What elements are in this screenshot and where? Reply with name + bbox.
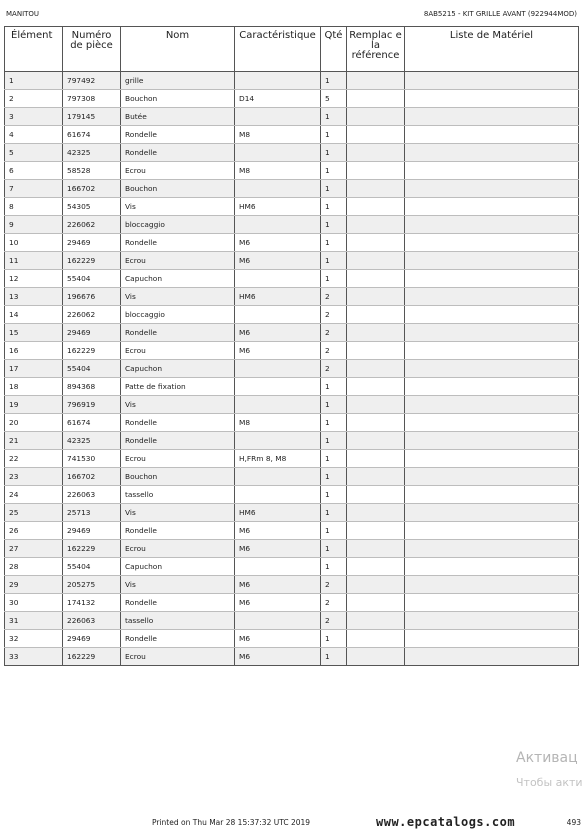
cell-replaces-reference bbox=[347, 630, 405, 648]
table-row bbox=[5, 558, 579, 576]
cell-characteristic bbox=[235, 612, 321, 630]
table-row bbox=[5, 288, 579, 306]
cell-bill-of-materials bbox=[405, 504, 579, 522]
table-row bbox=[5, 306, 579, 324]
column-header-characteristic: Caractéristique bbox=[235, 27, 321, 72]
table-row bbox=[5, 468, 579, 486]
cell-part-number: 55404 bbox=[63, 558, 121, 576]
cell-characteristic: HM6 bbox=[235, 504, 321, 522]
cell-characteristic bbox=[235, 144, 321, 162]
cell-bill-of-materials bbox=[405, 378, 579, 396]
cell-part-number: 25713 bbox=[63, 504, 121, 522]
cell-bill-of-materials bbox=[405, 306, 579, 324]
cell-characteristic bbox=[235, 558, 321, 576]
column-header-part-number: Numéro de pièce bbox=[63, 27, 121, 72]
cell-quantity: 2 bbox=[321, 612, 347, 630]
cell-bill-of-materials bbox=[405, 216, 579, 234]
cell-replaces-reference bbox=[347, 468, 405, 486]
parts-table bbox=[4, 26, 579, 666]
cell-name: Bouchon bbox=[121, 180, 235, 198]
cell-name: Capuchon bbox=[121, 558, 235, 576]
table-row bbox=[5, 648, 579, 666]
cell-name: tassello bbox=[121, 612, 235, 630]
cell-element: 21 bbox=[5, 432, 63, 450]
table-row bbox=[5, 432, 579, 450]
cell-replaces-reference bbox=[347, 306, 405, 324]
table-row bbox=[5, 126, 579, 144]
activation-watermark-subtitle: Чтобы акти bbox=[516, 776, 583, 789]
table-row bbox=[5, 522, 579, 540]
cell-bill-of-materials bbox=[405, 522, 579, 540]
cell-replaces-reference bbox=[347, 360, 405, 378]
cell-element: 7 bbox=[5, 180, 63, 198]
cell-quantity: 1 bbox=[321, 396, 347, 414]
cell-part-number: 797492 bbox=[63, 72, 121, 90]
cell-characteristic: M6 bbox=[235, 576, 321, 594]
cell-replaces-reference bbox=[347, 396, 405, 414]
cell-bill-of-materials bbox=[405, 342, 579, 360]
cell-replaces-reference bbox=[347, 540, 405, 558]
cell-characteristic bbox=[235, 468, 321, 486]
cell-bill-of-materials bbox=[405, 180, 579, 198]
cell-element: 5 bbox=[5, 144, 63, 162]
cell-characteristic: M6 bbox=[235, 648, 321, 666]
cell-quantity: 2 bbox=[321, 360, 347, 378]
cell-quantity: 2 bbox=[321, 342, 347, 360]
cell-name: Rondelle bbox=[121, 594, 235, 612]
cell-replaces-reference bbox=[347, 612, 405, 630]
cell-characteristic bbox=[235, 396, 321, 414]
table-row bbox=[5, 540, 579, 558]
table-row bbox=[5, 180, 579, 198]
cell-name: Rondelle bbox=[121, 126, 235, 144]
table-row bbox=[5, 252, 579, 270]
cell-quantity: 2 bbox=[321, 288, 347, 306]
cell-part-number: 226062 bbox=[63, 306, 121, 324]
cell-part-number: 29469 bbox=[63, 522, 121, 540]
cell-element: 27 bbox=[5, 540, 63, 558]
cell-characteristic: M6 bbox=[235, 234, 321, 252]
cell-element: 24 bbox=[5, 486, 63, 504]
table-row bbox=[5, 450, 579, 468]
cell-bill-of-materials bbox=[405, 558, 579, 576]
table-row bbox=[5, 594, 579, 612]
cell-name: Ecrou bbox=[121, 252, 235, 270]
cell-part-number: 61674 bbox=[63, 414, 121, 432]
table-row bbox=[5, 198, 579, 216]
cell-quantity: 5 bbox=[321, 90, 347, 108]
cell-name: Rondelle bbox=[121, 432, 235, 450]
cell-quantity: 1 bbox=[321, 540, 347, 558]
cell-element: 26 bbox=[5, 522, 63, 540]
cell-quantity: 1 bbox=[321, 108, 347, 126]
cell-element: 2 bbox=[5, 90, 63, 108]
cell-replaces-reference bbox=[347, 558, 405, 576]
cell-bill-of-materials bbox=[405, 648, 579, 666]
cell-replaces-reference bbox=[347, 324, 405, 342]
cell-name: grille bbox=[121, 72, 235, 90]
cell-bill-of-materials bbox=[405, 162, 579, 180]
cell-part-number: 894368 bbox=[63, 378, 121, 396]
cell-characteristic: D14 bbox=[235, 90, 321, 108]
cell-name: Capuchon bbox=[121, 360, 235, 378]
cell-bill-of-materials bbox=[405, 594, 579, 612]
cell-part-number: 796919 bbox=[63, 396, 121, 414]
cell-quantity: 1 bbox=[321, 558, 347, 576]
cell-quantity: 1 bbox=[321, 162, 347, 180]
cell-part-number: 55404 bbox=[63, 360, 121, 378]
cell-bill-of-materials bbox=[405, 612, 579, 630]
cell-replaces-reference bbox=[347, 522, 405, 540]
cell-bill-of-materials bbox=[405, 396, 579, 414]
cell-name: Ecrou bbox=[121, 648, 235, 666]
cell-replaces-reference bbox=[347, 342, 405, 360]
column-header-name: Nom bbox=[121, 27, 235, 72]
cell-characteristic: M6 bbox=[235, 540, 321, 558]
cell-bill-of-materials bbox=[405, 432, 579, 450]
cell-quantity: 1 bbox=[321, 432, 347, 450]
table-row bbox=[5, 108, 579, 126]
page-number: 493 bbox=[566, 818, 581, 827]
cell-quantity: 1 bbox=[321, 630, 347, 648]
cell-replaces-reference bbox=[347, 216, 405, 234]
table-row bbox=[5, 576, 579, 594]
cell-part-number: 42325 bbox=[63, 144, 121, 162]
cell-replaces-reference bbox=[347, 648, 405, 666]
cell-characteristic bbox=[235, 432, 321, 450]
cell-element: 16 bbox=[5, 342, 63, 360]
cell-characteristic: M6 bbox=[235, 324, 321, 342]
cell-characteristic bbox=[235, 486, 321, 504]
cell-part-number: 162229 bbox=[63, 342, 121, 360]
cell-name: bloccaggio bbox=[121, 306, 235, 324]
cell-element: 18 bbox=[5, 378, 63, 396]
cell-element: 31 bbox=[5, 612, 63, 630]
table-row bbox=[5, 270, 579, 288]
cell-part-number: 741530 bbox=[63, 450, 121, 468]
cell-part-number: 55404 bbox=[63, 270, 121, 288]
cell-name: Rondelle bbox=[121, 144, 235, 162]
cell-part-number: 29469 bbox=[63, 324, 121, 342]
table-row bbox=[5, 144, 579, 162]
cell-part-number: 205275 bbox=[63, 576, 121, 594]
cell-characteristic: HM6 bbox=[235, 198, 321, 216]
table-row bbox=[5, 396, 579, 414]
cell-characteristic bbox=[235, 306, 321, 324]
cell-element: 6 bbox=[5, 162, 63, 180]
cell-bill-of-materials bbox=[405, 144, 579, 162]
cell-quantity: 2 bbox=[321, 324, 347, 342]
cell-part-number: 42325 bbox=[63, 432, 121, 450]
cell-quantity: 1 bbox=[321, 378, 347, 396]
cell-element: 30 bbox=[5, 594, 63, 612]
cell-bill-of-materials bbox=[405, 126, 579, 144]
table-row bbox=[5, 612, 579, 630]
cell-part-number: 162229 bbox=[63, 540, 121, 558]
cell-name: Vis bbox=[121, 504, 235, 522]
column-header-element: Élément bbox=[5, 27, 63, 72]
cell-bill-of-materials bbox=[405, 360, 579, 378]
cell-element: 11 bbox=[5, 252, 63, 270]
cell-characteristic: M8 bbox=[235, 126, 321, 144]
cell-element: 17 bbox=[5, 360, 63, 378]
cell-name: Ecrou bbox=[121, 162, 235, 180]
cell-part-number: 29469 bbox=[63, 630, 121, 648]
cell-quantity: 2 bbox=[321, 576, 347, 594]
cell-characteristic bbox=[235, 270, 321, 288]
cell-replaces-reference bbox=[347, 72, 405, 90]
cell-bill-of-materials bbox=[405, 486, 579, 504]
cell-name: Vis bbox=[121, 288, 235, 306]
cell-name: tassello bbox=[121, 486, 235, 504]
cell-part-number: 166702 bbox=[63, 180, 121, 198]
cell-part-number: 174132 bbox=[63, 594, 121, 612]
cell-bill-of-materials bbox=[405, 540, 579, 558]
table-row bbox=[5, 414, 579, 432]
cell-part-number: 226063 bbox=[63, 612, 121, 630]
cell-replaces-reference bbox=[347, 432, 405, 450]
column-header-replaces-reference: Remplac e la référence bbox=[347, 27, 405, 72]
cell-replaces-reference bbox=[347, 198, 405, 216]
cell-element: 32 bbox=[5, 630, 63, 648]
table-row bbox=[5, 378, 579, 396]
cell-replaces-reference bbox=[347, 504, 405, 522]
table-row bbox=[5, 486, 579, 504]
cell-characteristic: H,FRm 8, M8 bbox=[235, 450, 321, 468]
cell-name: Rondelle bbox=[121, 630, 235, 648]
cell-element: 4 bbox=[5, 126, 63, 144]
cell-replaces-reference bbox=[347, 486, 405, 504]
cell-element: 22 bbox=[5, 450, 63, 468]
cell-quantity: 2 bbox=[321, 594, 347, 612]
cell-replaces-reference bbox=[347, 108, 405, 126]
cell-replaces-reference bbox=[347, 234, 405, 252]
cell-name: Rondelle bbox=[121, 234, 235, 252]
cell-quantity: 1 bbox=[321, 270, 347, 288]
cell-characteristic: M6 bbox=[235, 522, 321, 540]
cell-bill-of-materials bbox=[405, 630, 579, 648]
cell-element: 12 bbox=[5, 270, 63, 288]
cell-name: Ecrou bbox=[121, 342, 235, 360]
cell-part-number: 54305 bbox=[63, 198, 121, 216]
cell-name: Rondelle bbox=[121, 522, 235, 540]
cell-element: 8 bbox=[5, 198, 63, 216]
table-row bbox=[5, 234, 579, 252]
cell-replaces-reference bbox=[347, 378, 405, 396]
cell-quantity: 1 bbox=[321, 144, 347, 162]
cell-bill-of-materials bbox=[405, 198, 579, 216]
cell-part-number: 196676 bbox=[63, 288, 121, 306]
cell-name: Rondelle bbox=[121, 414, 235, 432]
cell-name: Bouchon bbox=[121, 468, 235, 486]
site-watermark: www.epcatalogs.com bbox=[376, 815, 516, 829]
cell-name: Ecrou bbox=[121, 450, 235, 468]
cell-part-number: 162229 bbox=[63, 648, 121, 666]
cell-characteristic bbox=[235, 378, 321, 396]
cell-quantity: 1 bbox=[321, 486, 347, 504]
cell-element: 10 bbox=[5, 234, 63, 252]
cell-bill-of-materials bbox=[405, 414, 579, 432]
cell-element: 19 bbox=[5, 396, 63, 414]
cell-replaces-reference bbox=[347, 576, 405, 594]
cell-characteristic: M6 bbox=[235, 342, 321, 360]
cell-part-number: 226062 bbox=[63, 216, 121, 234]
cell-part-number: 29469 bbox=[63, 234, 121, 252]
cell-name: Butée bbox=[121, 108, 235, 126]
cell-element: 23 bbox=[5, 468, 63, 486]
cell-replaces-reference bbox=[347, 126, 405, 144]
table-row bbox=[5, 630, 579, 648]
cell-quantity: 1 bbox=[321, 180, 347, 198]
cell-quantity: 1 bbox=[321, 414, 347, 432]
table-row bbox=[5, 504, 579, 522]
cell-bill-of-materials bbox=[405, 576, 579, 594]
activation-watermark-title: Активац bbox=[516, 750, 578, 766]
cell-name: Vis bbox=[121, 198, 235, 216]
cell-quantity: 1 bbox=[321, 216, 347, 234]
cell-replaces-reference bbox=[347, 594, 405, 612]
cell-characteristic bbox=[235, 108, 321, 126]
cell-characteristic bbox=[235, 72, 321, 90]
cell-element: 20 bbox=[5, 414, 63, 432]
cell-characteristic bbox=[235, 216, 321, 234]
cell-replaces-reference bbox=[347, 162, 405, 180]
cell-quantity: 2 bbox=[321, 306, 347, 324]
cell-element: 3 bbox=[5, 108, 63, 126]
table-row bbox=[5, 342, 579, 360]
table-row bbox=[5, 360, 579, 378]
cell-element: 33 bbox=[5, 648, 63, 666]
cell-replaces-reference bbox=[347, 252, 405, 270]
cell-replaces-reference bbox=[347, 450, 405, 468]
cell-bill-of-materials bbox=[405, 288, 579, 306]
cell-bill-of-materials bbox=[405, 72, 579, 90]
column-header-quantity: Qté bbox=[321, 27, 347, 72]
cell-characteristic: M6 bbox=[235, 594, 321, 612]
cell-element: 1 bbox=[5, 72, 63, 90]
cell-name: Rondelle bbox=[121, 324, 235, 342]
cell-element: 29 bbox=[5, 576, 63, 594]
table-row bbox=[5, 324, 579, 342]
cell-quantity: 1 bbox=[321, 198, 347, 216]
cell-part-number: 58528 bbox=[63, 162, 121, 180]
printed-date: Printed on Thu Mar 28 15:37:32 UTC 2019 bbox=[152, 818, 311, 827]
cell-bill-of-materials bbox=[405, 234, 579, 252]
cell-name: Vis bbox=[121, 576, 235, 594]
cell-bill-of-materials bbox=[405, 324, 579, 342]
cell-quantity: 1 bbox=[321, 126, 347, 144]
cell-quantity: 1 bbox=[321, 648, 347, 666]
cell-characteristic bbox=[235, 360, 321, 378]
cell-characteristic: M6 bbox=[235, 252, 321, 270]
cell-quantity: 1 bbox=[321, 252, 347, 270]
cell-quantity: 1 bbox=[321, 468, 347, 486]
cell-bill-of-materials bbox=[405, 450, 579, 468]
cell-replaces-reference bbox=[347, 144, 405, 162]
cell-characteristic: M8 bbox=[235, 414, 321, 432]
cell-name: bloccaggio bbox=[121, 216, 235, 234]
cell-element: 28 bbox=[5, 558, 63, 576]
cell-replaces-reference bbox=[347, 180, 405, 198]
cell-replaces-reference bbox=[347, 270, 405, 288]
cell-bill-of-materials bbox=[405, 468, 579, 486]
table-header-row bbox=[5, 27, 579, 72]
cell-part-number: 226063 bbox=[63, 486, 121, 504]
cell-characteristic: M8 bbox=[235, 162, 321, 180]
cell-name: Vis bbox=[121, 396, 235, 414]
cell-bill-of-materials bbox=[405, 108, 579, 126]
cell-characteristic: M6 bbox=[235, 630, 321, 648]
cell-element: 13 bbox=[5, 288, 63, 306]
cell-element: 15 bbox=[5, 324, 63, 342]
cell-bill-of-materials bbox=[405, 252, 579, 270]
cell-characteristic: HM6 bbox=[235, 288, 321, 306]
cell-replaces-reference bbox=[347, 414, 405, 432]
cell-quantity: 1 bbox=[321, 522, 347, 540]
table-row bbox=[5, 162, 579, 180]
cell-part-number: 166702 bbox=[63, 468, 121, 486]
cell-quantity: 1 bbox=[321, 450, 347, 468]
cell-part-number: 162229 bbox=[63, 252, 121, 270]
column-header-bill-of-materials: Liste de Matériel bbox=[405, 27, 579, 72]
cell-element: 9 bbox=[5, 216, 63, 234]
cell-quantity: 1 bbox=[321, 234, 347, 252]
cell-bill-of-materials bbox=[405, 270, 579, 288]
cell-quantity: 1 bbox=[321, 504, 347, 522]
table-row bbox=[5, 216, 579, 234]
table-row bbox=[5, 90, 579, 108]
cell-element: 25 bbox=[5, 504, 63, 522]
cell-name: Ecrou bbox=[121, 540, 235, 558]
cell-part-number: 179145 bbox=[63, 108, 121, 126]
table-row bbox=[5, 72, 579, 90]
cell-name: Capuchon bbox=[121, 270, 235, 288]
cell-name: Patte de fixation bbox=[121, 378, 235, 396]
document-title: 8AB5215 - KIT GRILLE AVANT (922944MOD) bbox=[423, 10, 577, 18]
cell-characteristic bbox=[235, 180, 321, 198]
cell-bill-of-materials bbox=[405, 90, 579, 108]
cell-name: Bouchon bbox=[121, 90, 235, 108]
cell-element: 14 bbox=[5, 306, 63, 324]
cell-part-number: 61674 bbox=[63, 126, 121, 144]
brand-label: MANITOU bbox=[6, 10, 40, 18]
parts-table-body bbox=[5, 72, 579, 666]
cell-part-number: 797308 bbox=[63, 90, 121, 108]
cell-replaces-reference bbox=[347, 90, 405, 108]
cell-quantity: 1 bbox=[321, 72, 347, 90]
cell-replaces-reference bbox=[347, 288, 405, 306]
